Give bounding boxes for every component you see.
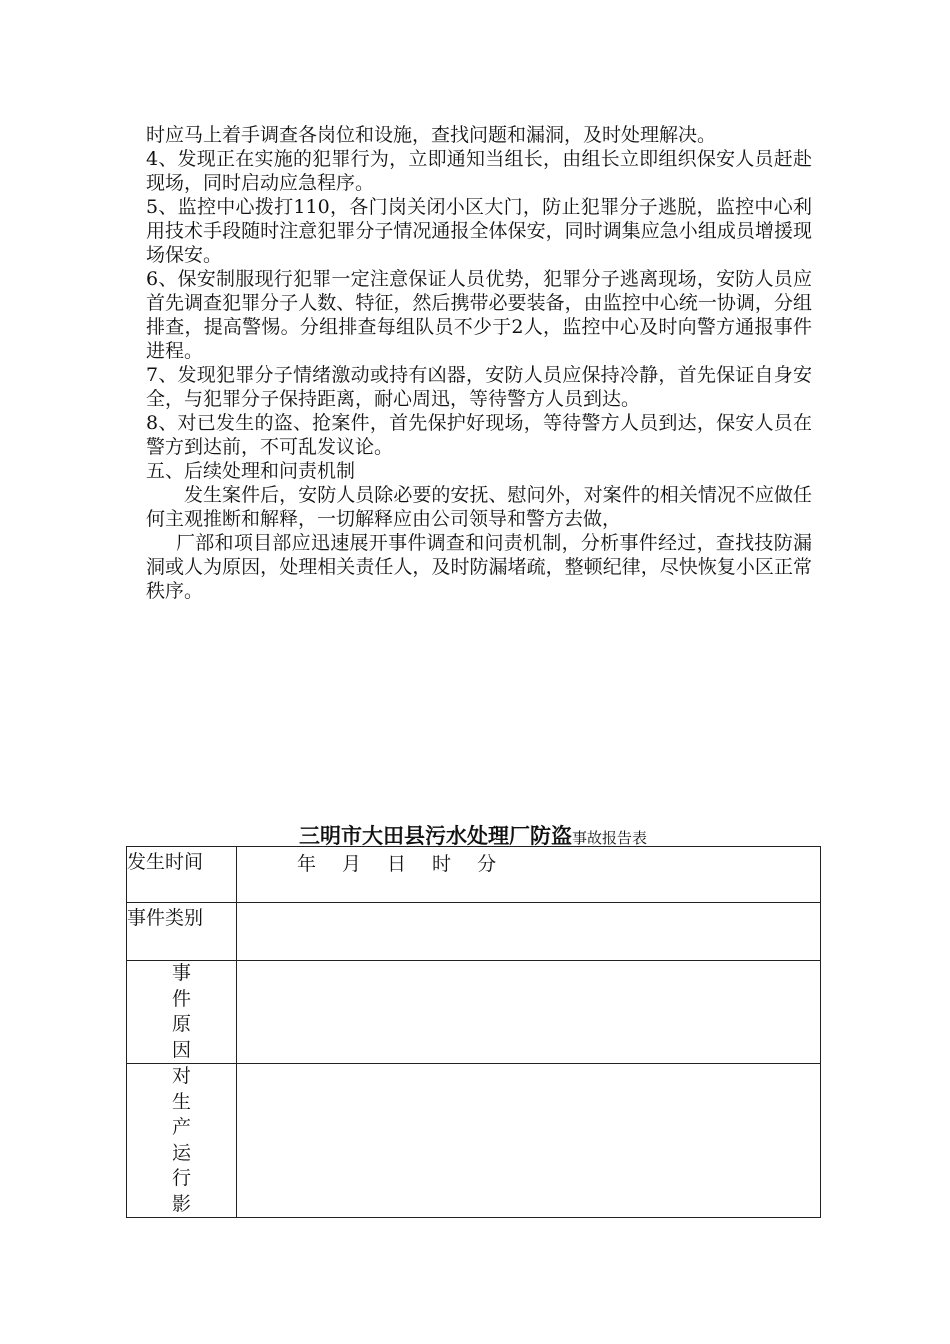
cause-label xyxy=(127,961,237,1064)
impact-char: 运 xyxy=(171,1141,191,1164)
table-row-time xyxy=(127,847,821,903)
table-row-cause xyxy=(127,961,821,1064)
unit-year: 年 xyxy=(297,853,317,875)
impact-field[interactable] xyxy=(237,1064,821,1218)
paragraph-item-8: 8、对已发生的盗、抢案件，首先保护好现场，等待警方人员到达，保安人员在警方到达前，不可乱发议论。 xyxy=(146,412,812,458)
table-row-category xyxy=(127,903,821,961)
paragraph-item-7: 7、发现犯罪分子情绪激动或持有凶器，安防人员应保持冷静，首先保证自身安全，与犯罪分子保持距离，耐心周迅，等待警方人员到达。 xyxy=(146,364,812,410)
cause-char: 因 xyxy=(171,1038,191,1061)
body-text xyxy=(146,123,812,603)
cause-char: 件 xyxy=(171,987,191,1010)
table-row-impact xyxy=(127,1064,821,1218)
time-label: 发生时间 xyxy=(127,847,237,903)
date-time-units xyxy=(237,847,522,876)
impact-char: 产 xyxy=(171,1116,191,1138)
unit-minute: 分 xyxy=(477,853,497,875)
paragraph-continuation: 时应马上着手调查各岗位和设施，查找问题和漏洞，及时处理解决。 xyxy=(146,124,717,146)
report-title-sub: 事故报告表 xyxy=(571,829,647,847)
paragraph-item-6: 6、保安制服现行犯罪一定注意保证人员优势，犯罪分子逃离现场，安防人员应首先调查犯罪分子人数、特征，然后携带必要装备，由监控中心统一协调，分组排查，提高警惕。分组排查每组队员不少于2人，监控中心及时向警方通报事件进程。 xyxy=(146,268,812,362)
report-title-main: 三明市大田县污水处理厂防盗 xyxy=(298,824,572,848)
paragraph-item-5: 5、监控中心拨打110，各门岗关闭小区大门，防止犯罪分子逃脱，监控中心利用技术手段随时注意犯罪分子情况通报全体保安，同时调集应急小组成员增援现场保安。 xyxy=(146,196,812,266)
category-label: 事件类别 xyxy=(127,903,237,961)
paragraph-accountability: 厂部和项目部应迅速展开事件调查和问责机制，分析事件经过，查找技防漏洞或人为原因，处理相关责任人，及时防漏堵疏，整顿纪律，尽快恢复小区正常秩序。 xyxy=(146,532,812,602)
impact-char: 生 xyxy=(171,1090,191,1113)
paragraph-aftermath: 发生案件后，安防人员除必要的安抚、慰问外，对案件的相关情况不应做任何主观推断和解释，一切解释应由公司领导和警方去做， xyxy=(146,484,812,530)
incident-report-table xyxy=(126,846,821,1218)
cause-char: 事 xyxy=(171,962,191,984)
impact-char: 对 xyxy=(171,1065,191,1087)
time-field[interactable] xyxy=(237,847,821,903)
unit-month: 月 xyxy=(342,853,362,875)
impact-char: 行 xyxy=(171,1167,191,1189)
paragraph-item-4: 4、发现正在实施的犯罪行为，立即通知当组长，由组长立即组织保安人员赶赴现场，同时启动应急程序。 xyxy=(146,148,812,194)
impact-label xyxy=(127,1064,237,1218)
cause-char: 原 xyxy=(171,1013,191,1035)
impact-char: 影 xyxy=(171,1192,191,1215)
section-heading-5: 五、后续处理和问责机制 xyxy=(146,460,356,482)
cause-field[interactable] xyxy=(237,961,821,1064)
unit-hour: 时 xyxy=(432,853,452,875)
category-field[interactable] xyxy=(237,903,821,961)
unit-day: 日 xyxy=(387,853,407,875)
